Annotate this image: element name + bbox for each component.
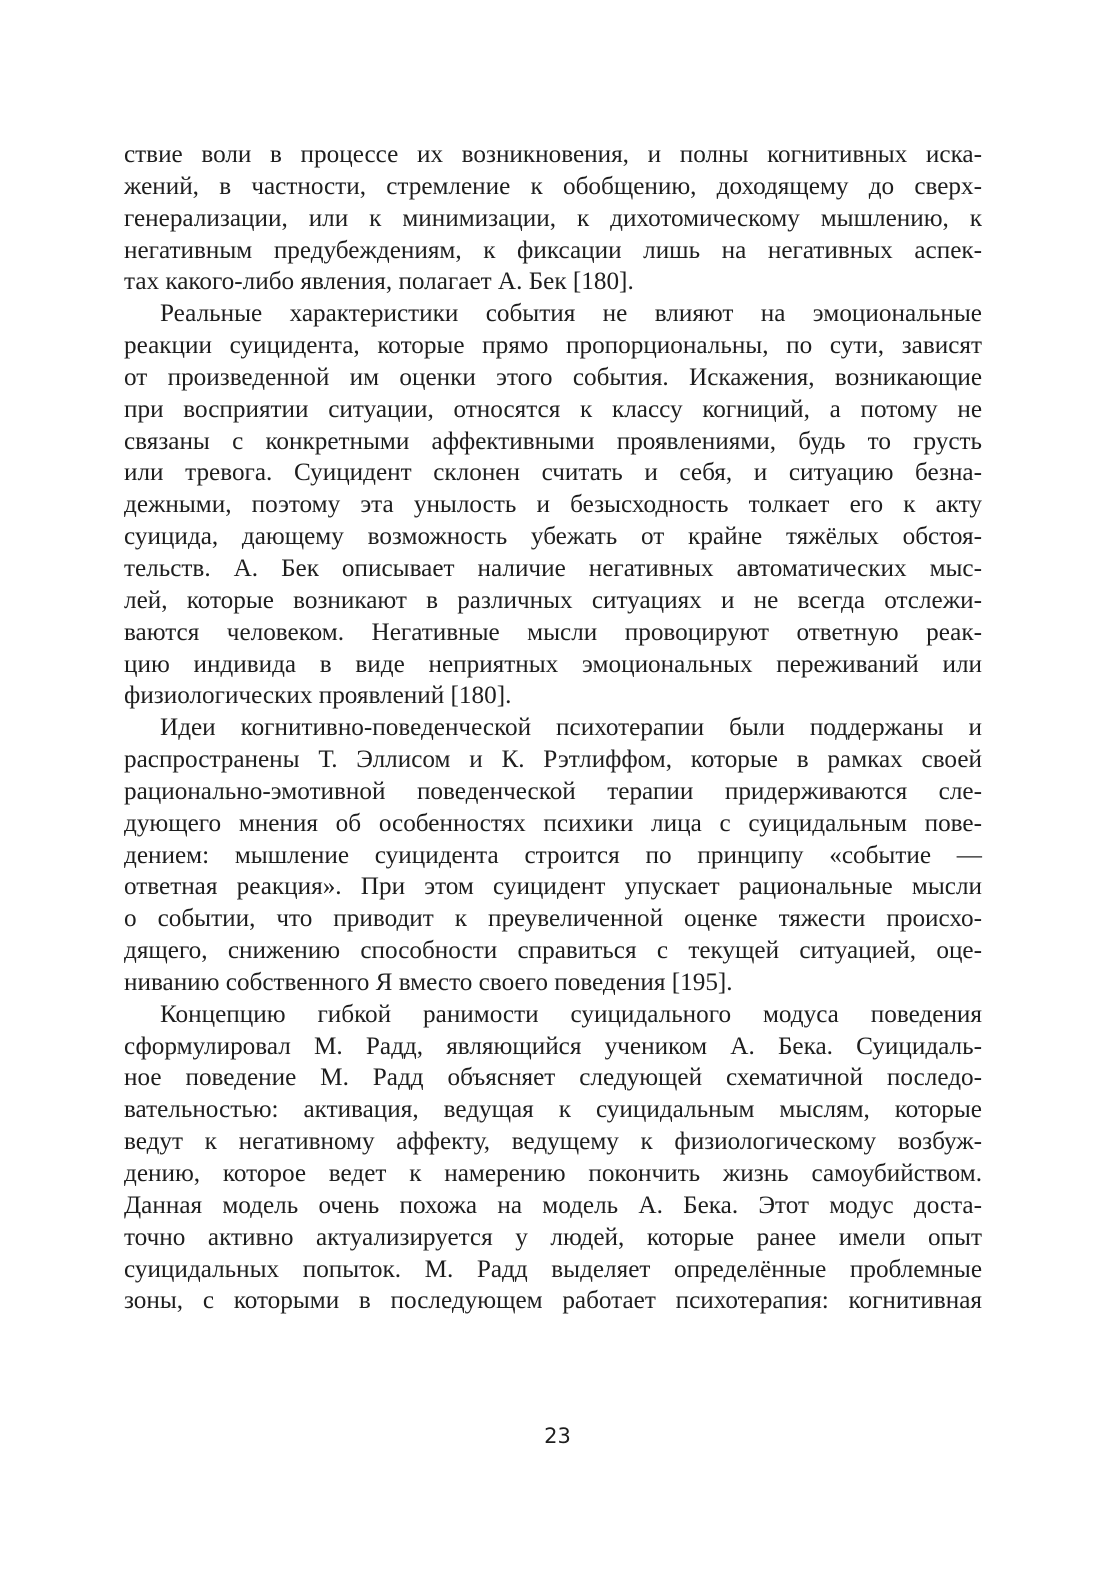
text-line: цию индивида в виде неприятных эмоциональных переживаний или	[124, 650, 982, 678]
text-line: дению, которое ведет к намерению покончить жизнь самоубийством.	[124, 1160, 982, 1187]
text-line: ствие воли в процессе их возникновения, и полны когнитивных иска-	[124, 141, 982, 168]
text-line: негативным предубеждениям, к фиксации лишь на негативных аспек-	[124, 236, 982, 264]
text-line: от произведенной им оценки этого события. Искажения, возникающие	[124, 363, 982, 391]
text-line: сформулировал М. Радд, являющийся учеником А. Бека. Суицидаль-	[124, 1032, 982, 1060]
text-line: вательностью: активация, ведущая к суицидальным мыслям, которые	[124, 1096, 982, 1124]
text-line: жений, в частности, стремление к обобщению, доходящему до сверх-	[124, 172, 982, 200]
page-number: 23	[544, 1424, 571, 1448]
text-line: зоны, с которыми в последующем работает психотерапия: когнитивная	[124, 1287, 982, 1315]
text-line: Данная модель очень похожа на модель А. Бека. Этот модус доста-	[124, 1191, 982, 1219]
body-text	[124, 139, 982, 1317]
text-line: точно активно актуализируется у людей, которые ранее имели опыт	[124, 1223, 982, 1251]
text-line: о событии, что приводит к преувеличенной оценке тяжести происхо-	[124, 905, 982, 933]
text-line: распространены Т. Эллисом и К. Рэтлиффом, которые в рамках своей	[124, 746, 982, 774]
text-line: физиологических проявлений [180].	[124, 682, 512, 710]
text-line: дежными, поэтому эта унылость и безысходность толкает его к акту	[124, 491, 982, 519]
text-line: ваются человеком. Негативные мысли провоцируют ответную реак-	[124, 618, 982, 646]
paragraph	[124, 999, 982, 1317]
text-line: ниванию собственного Я вместо своего поведения [195].	[124, 968, 733, 996]
text-line: Идеи когнитивно-поведенческой психотерапии были поддержаны и	[160, 714, 982, 742]
paragraph	[124, 139, 982, 298]
text-line: лей, которые возникают в различных ситуациях и не всегда отслежи-	[124, 586, 982, 614]
text-line: рационально-эмотивной поведенческой терапии придерживаются сле-	[124, 777, 982, 805]
text-line: генерализации, или к минимизации, к дихотомическому мышлению, к	[124, 204, 982, 232]
text-line: реакции суицидента, которые прямо пропорциональны, по сути, зависят	[124, 332, 982, 360]
text-line: суицида, дающему возможность убежать от крайне тяжёлых обстоя-	[124, 523, 982, 551]
text-line: или тревога. Суицидент склонен считать и себя, и ситуацию безна-	[124, 459, 982, 487]
text-line: Концепцию гибкой ранимости суицидального модуса поведения	[160, 1000, 982, 1028]
text-line: ответная реакция». При этом суицидент упускает рациональные мысли	[124, 873, 982, 901]
paragraph	[124, 712, 982, 999]
text-line: ное поведение М. Радд объясняет следующей схематичной последо-	[124, 1064, 982, 1092]
paragraph	[124, 298, 982, 712]
text-line: ведут к негативному аффекту, ведущему к физиологическому возбуж-	[124, 1128, 982, 1156]
text-line: связаны с конкретными аффективными проявлениями, будь то грусть	[124, 427, 982, 455]
text-line: тельств. А. Бек описывает наличие негативных автоматических мыс-	[124, 554, 982, 582]
text-line: дением: мышление суицидента строится по принципу «событие —	[124, 841, 982, 869]
text-line: суицидальных попыток. М. Радд выделяет определённые проблемные	[124, 1255, 982, 1283]
text-line: дящего, снижению способности справиться с текущей ситуацией, оце-	[124, 937, 982, 965]
text-line: при восприятии ситуации, относятся к классу когниций, а потому не	[124, 395, 982, 423]
text-line: тах какого-либо явления, полагает А. Бек [180].	[124, 268, 634, 296]
text-line: Реальные характеристики события не влияют на эмоциональные	[160, 300, 982, 328]
text-line: дующего мнения об особенностях психики лица с суицидальным пове-	[124, 809, 982, 837]
